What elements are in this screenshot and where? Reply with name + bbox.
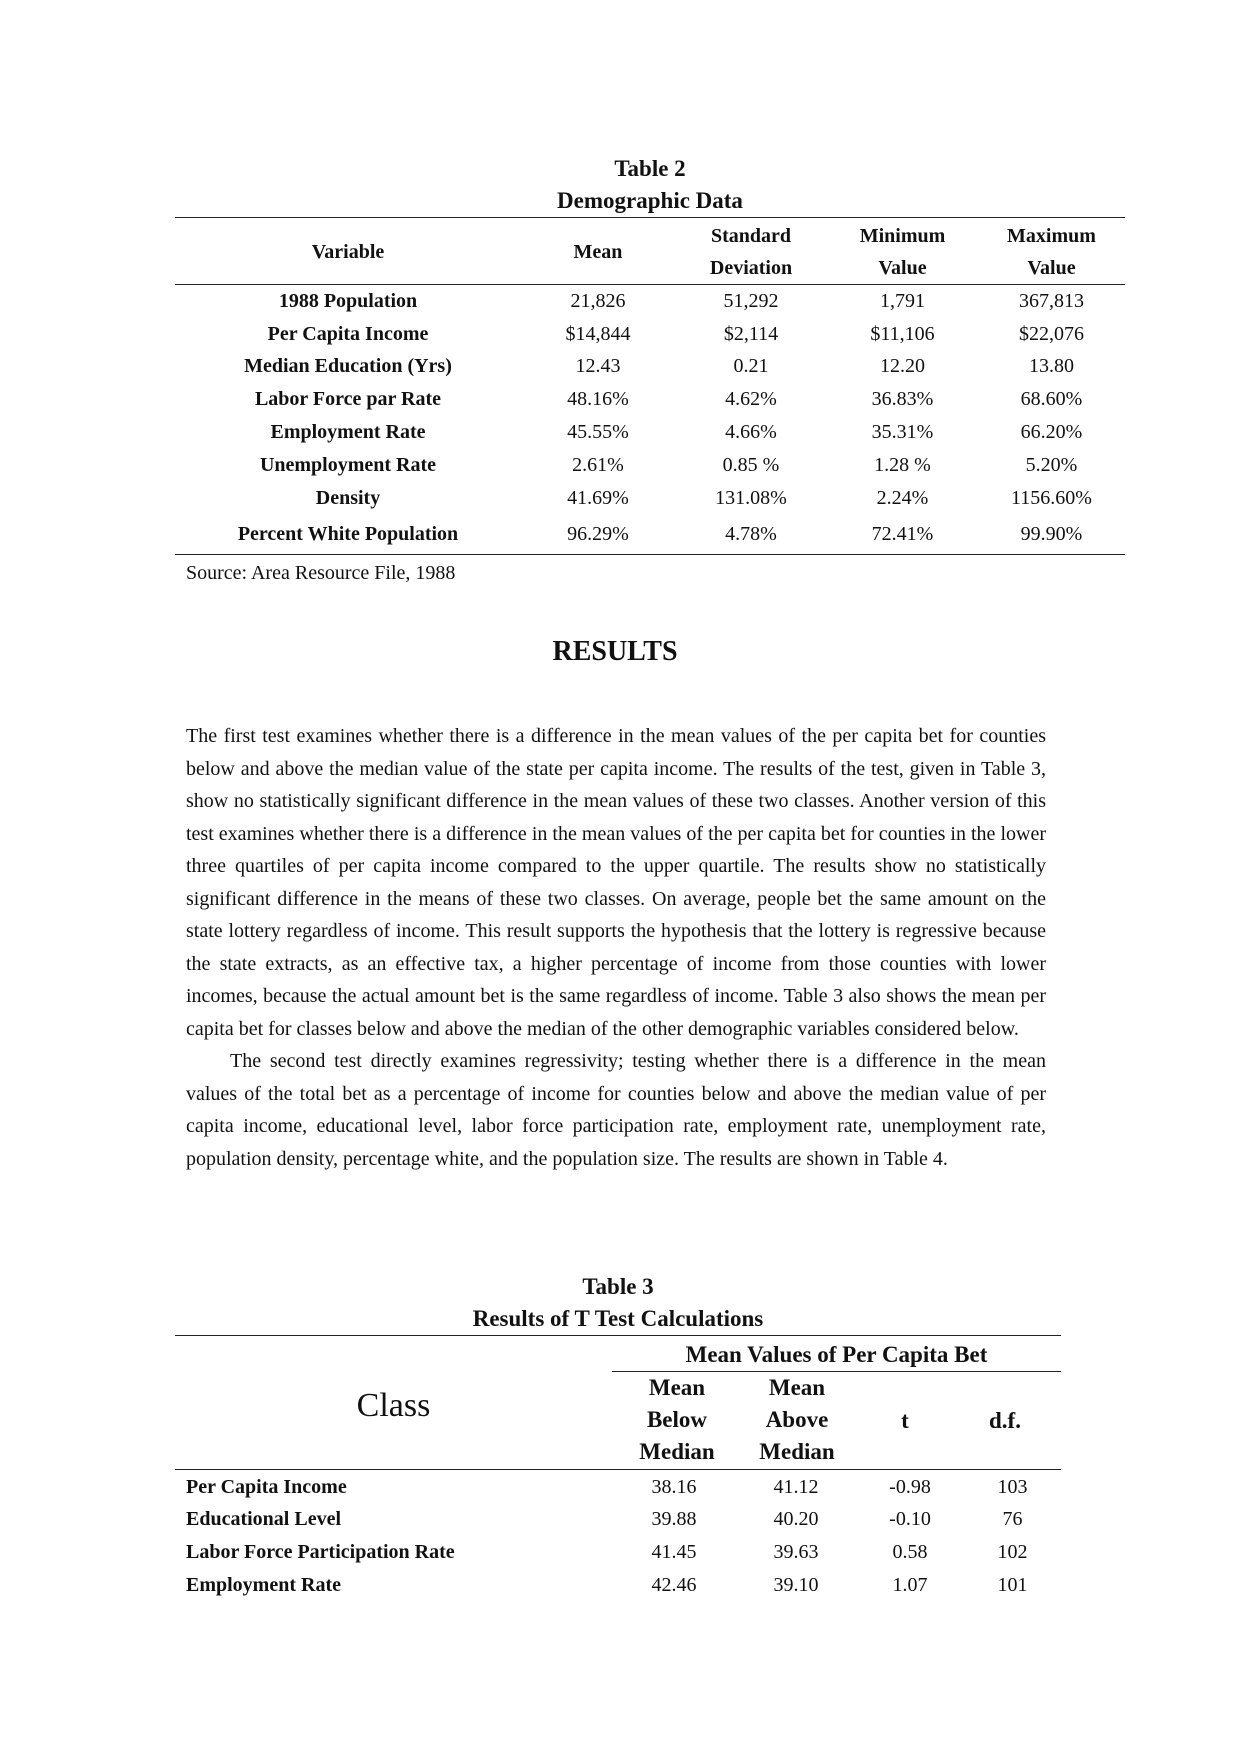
table2-header-min-line2: Value [878, 257, 927, 279]
cell-mean: 48.16% [567, 387, 629, 410]
table3-header-below [624, 1372, 730, 1468]
cell-min: $11,106 [870, 323, 935, 345]
cell-below: 41.45 [651, 1541, 697, 1563]
results-paragraph-2: The second test directly examines regressivity; testing whether there is a difference in the mean values of the total bet as a percentage of income for counties below and above the median value of per capita income, educational level, labor force participation rate, employment rate, unemployment rate, population density, percentage white, and the population size. The results are shown in Table 4. [186, 1050, 1046, 1170]
cell-min: 12.20 [880, 355, 925, 377]
table3-group-header: Mean Values of Per Capita Bet [685, 1342, 988, 1367]
cell-mean: 21,826 [570, 290, 626, 313]
cell-std: 51,292 [723, 290, 779, 313]
cell-t: 0.58 [892, 1541, 928, 1563]
table3-header-above-line3: Median [759, 1439, 835, 1464]
cell-df: 101 [997, 1573, 1028, 1596]
row-label: Educational Level [186, 1508, 342, 1530]
table-row [175, 482, 1125, 515]
cell-df: 76 [1002, 1508, 1023, 1530]
table2-header-max-line1: Maximum [1007, 225, 1096, 247]
cell-max: 5.20% [1025, 453, 1078, 476]
row-label: Density [315, 486, 381, 509]
table2-header-std-line2: Deviation [709, 257, 793, 279]
cell-above: 40.20 [773, 1508, 819, 1530]
table-row [175, 383, 1125, 416]
table-row [175, 1503, 1061, 1536]
table2-header-min [827, 220, 978, 285]
results-heading: RESULTS [552, 636, 678, 667]
cell-max: 68.60% [1020, 387, 1083, 410]
cell-min: 36.83% [871, 387, 934, 410]
table2-header-min-line1: Minimum [859, 225, 946, 247]
cell-below: 42.46 [651, 1573, 697, 1596]
cell-max: 1156.60% [1011, 486, 1092, 509]
table2-caption [175, 153, 1125, 217]
cell-min: 35.31% [871, 420, 934, 443]
cell-max: 13.80 [1029, 355, 1074, 377]
cell-std: 0.21 [733, 355, 769, 377]
cell-min: 72.41% [871, 522, 934, 545]
table3-header-above [744, 1372, 850, 1468]
table3-title: Table 3 [582, 1274, 654, 1299]
table2-header-mean: Mean [573, 241, 623, 263]
table3-subtitle: Results of T Test Calculations [472, 1306, 764, 1331]
row-label: Per Capita Income [186, 1475, 347, 1498]
row-label: Median Education (Yrs) [244, 355, 452, 377]
cell-mean: 12.43 [575, 355, 621, 377]
row-label: Percent White Population [237, 522, 459, 545]
table-row [175, 1471, 1061, 1503]
table-row [175, 285, 1125, 319]
table3-header-above-line2: Above [765, 1407, 829, 1432]
cell-max: $22,076 [1019, 323, 1084, 345]
table3-caption [175, 1271, 1061, 1335]
cell-df: 103 [997, 1475, 1028, 1498]
cell-max: 66.20% [1020, 420, 1083, 443]
table3-header-below-line1: Mean [648, 1375, 706, 1400]
cell-mean: 96.29% [567, 522, 629, 545]
table2-header-variable: Variable [311, 241, 385, 263]
cell-mean: 45.55% [567, 420, 629, 443]
cell-above: 39.10 [773, 1573, 819, 1596]
table2 [175, 220, 1125, 555]
table3-header-df: d.f. [989, 1408, 1021, 1433]
cell-mean: 41.69% [567, 486, 629, 509]
cell-above: 39.63 [773, 1541, 819, 1563]
cell-df: 102 [997, 1541, 1028, 1563]
results-paragraph-1: The first test examines whether there is a difference in the mean values of the per capita bet for counties below and above the median value of the state per capita income. The results of the test, given in Table 3, show no statistically significant difference in the mean values of these two classes. Another version of this test examines whether there is a difference in the mean values of the per capita bet for counties in the lower three quartiles of per capita income compared to the upper quartile. The results show no statistically significant difference in the means of these two classes. On average, people bet the same amount on the state lottery regardless of income. This result supports the hypothesis that the lottery is regressive because the state extracts, as an effective tax, a higher percentage of income from those counties with lower incomes, because the actual amount bet is the same regardless of income. Table 3 also shows the mean per capita bet for classes below and above the median of the other demographic variables considered below. [186, 725, 1046, 1040]
cell-min: 2.24% [876, 486, 929, 509]
table-row [175, 416, 1125, 449]
cell-std: 4.78% [725, 522, 777, 545]
cell-max: 99.90% [1020, 522, 1083, 545]
cell-std: 4.62% [725, 387, 777, 410]
table2-header-std [675, 220, 827, 285]
cell-above: 41.12 [773, 1475, 819, 1498]
cell-min: 1,791 [880, 290, 925, 313]
cell-below: 38.16 [651, 1475, 697, 1498]
cell-std: 0.85 % [722, 453, 780, 476]
table3-header-above-line1: Mean [768, 1375, 826, 1400]
cell-mean: 2.61% [572, 453, 624, 476]
table2-header-std-line1: Standard [710, 225, 792, 247]
table3-header-below-line2: Below [646, 1407, 708, 1432]
table-row [175, 449, 1125, 482]
cell-t: -0.10 [889, 1508, 931, 1530]
cell-max: 367,813 [1019, 290, 1084, 313]
table3-header-below-line3: Median [639, 1439, 715, 1464]
table3 [175, 1471, 1061, 1601]
table3-top-rule [175, 1335, 1061, 1336]
cell-t: -0.98 [889, 1475, 931, 1498]
cell-t: 1.07 [892, 1573, 928, 1596]
table2-source: Source: Area Resource File, 1988 [186, 562, 456, 584]
cell-min: 1.28 % [874, 453, 931, 476]
row-label: Per Capita Income [267, 323, 429, 345]
table3-header-rule [175, 1469, 1061, 1470]
results-body [186, 720, 1046, 1175]
table2-header-row [175, 220, 1125, 285]
row-label: Employment Rate [186, 1573, 341, 1596]
table3-header-t: t [901, 1408, 909, 1433]
table-row [175, 319, 1125, 351]
table-row [175, 1536, 1061, 1569]
cell-below: 39.88 [651, 1508, 697, 1530]
row-label: Employment Rate [270, 420, 426, 443]
table-row [175, 515, 1125, 555]
table-row [175, 1569, 1061, 1601]
row-label: Labor Force Participation Rate [186, 1541, 455, 1563]
row-label: Unemployment Rate [259, 453, 437, 476]
cell-std: $2,114 [723, 323, 779, 345]
cell-std: 131.08% [715, 486, 787, 509]
table2-subtitle: Demographic Data [557, 188, 743, 213]
row-label: Labor Force par Rate [254, 387, 442, 410]
table2-top-rule [175, 217, 1125, 218]
table3-header-class: Class [356, 1387, 431, 1424]
table2-header-max [978, 220, 1125, 285]
table2-title: Table 2 [614, 156, 686, 181]
table-row [175, 351, 1125, 383]
cell-mean: $14,844 [565, 323, 631, 345]
row-label: 1988 Population [278, 290, 418, 313]
cell-std: 4.66% [725, 420, 777, 443]
table2-header-max-line2: Value [1027, 257, 1076, 279]
